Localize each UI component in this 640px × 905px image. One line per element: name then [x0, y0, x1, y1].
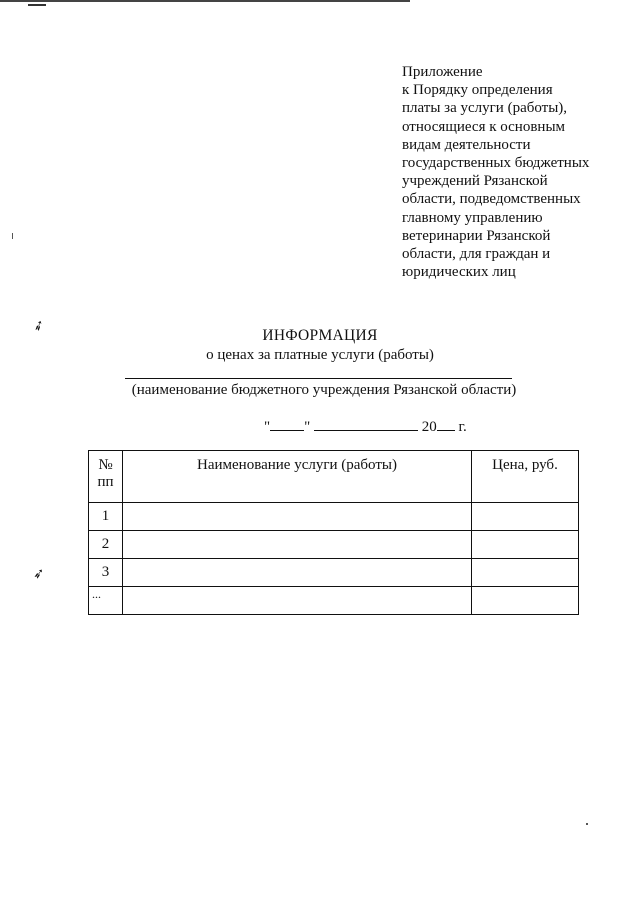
- row-number: 3: [89, 559, 123, 587]
- appendix-line: юридических лиц: [402, 264, 516, 281]
- scan-mark-icon: ➶: [31, 565, 47, 583]
- appendix-line: области, для граждан и: [402, 246, 551, 263]
- header-price: Цена, руб.: [472, 451, 579, 503]
- row-price: [472, 587, 579, 615]
- scan-speck: [12, 233, 13, 239]
- row-number: 2: [89, 531, 123, 559]
- row-number: 1: [89, 503, 123, 531]
- table-row: [89, 559, 579, 587]
- appendix-line: области, подведомственных: [402, 191, 581, 208]
- year-blank: [437, 417, 455, 431]
- row-service-name: [123, 559, 472, 587]
- appendix-line: видам деятельности: [402, 136, 531, 153]
- appendix-block: [402, 63, 622, 281]
- scan-speck: [586, 823, 588, 825]
- document-subtitle: о ценах за платные услуги (работы): [206, 347, 434, 363]
- header-service-name: Наименование услуги (работы): [123, 451, 472, 503]
- row-price: [472, 531, 579, 559]
- year-suffix: г.: [458, 419, 467, 435]
- scan-edge-mark: [28, 4, 46, 6]
- appendix-line: главному управлению: [402, 209, 543, 226]
- scan-mark-icon: ➶: [30, 316, 48, 336]
- row-price: [472, 503, 579, 531]
- year-prefix: 20: [421, 419, 437, 435]
- appendix-line: Приложение: [402, 64, 483, 80]
- scan-edge-line: [0, 0, 410, 2]
- appendix-line: к Порядку определения: [402, 82, 553, 99]
- header-number: [89, 451, 123, 503]
- appendix-line: государственных бюджетных: [402, 155, 590, 172]
- row-number: ...: [89, 587, 123, 615]
- price-table: [88, 450, 579, 615]
- institution-name-blank-line: [125, 378, 512, 379]
- date-line: [264, 417, 467, 436]
- appendix-line: ветеринарии Рязанской: [402, 227, 551, 244]
- row-service-name: [123, 503, 472, 531]
- row-price: [472, 559, 579, 587]
- table-header-row: [89, 451, 579, 503]
- day-open-quote: ": [264, 419, 271, 435]
- header-number-sign: №: [98, 457, 113, 473]
- day-blank: [270, 417, 304, 431]
- month-blank: [314, 417, 418, 431]
- table-row: [89, 503, 579, 531]
- row-service-name: [123, 531, 472, 559]
- institution-name-caption: (наименование бюджетного учреждения Рязанской области): [131, 382, 517, 398]
- row-service-name: [123, 587, 472, 615]
- day-close-quote: ": [304, 419, 311, 435]
- appendix-line: относящиеся к основным: [402, 118, 566, 135]
- table-row: [89, 531, 579, 559]
- appendix-line: платы за услуги (работы),: [402, 100, 568, 117]
- document-title: ИНФОРМАЦИЯ: [262, 327, 378, 344]
- header-number-abbrev: пп: [97, 474, 114, 490]
- table-row: [89, 587, 579, 615]
- appendix-line: учреждений Рязанской: [402, 173, 548, 190]
